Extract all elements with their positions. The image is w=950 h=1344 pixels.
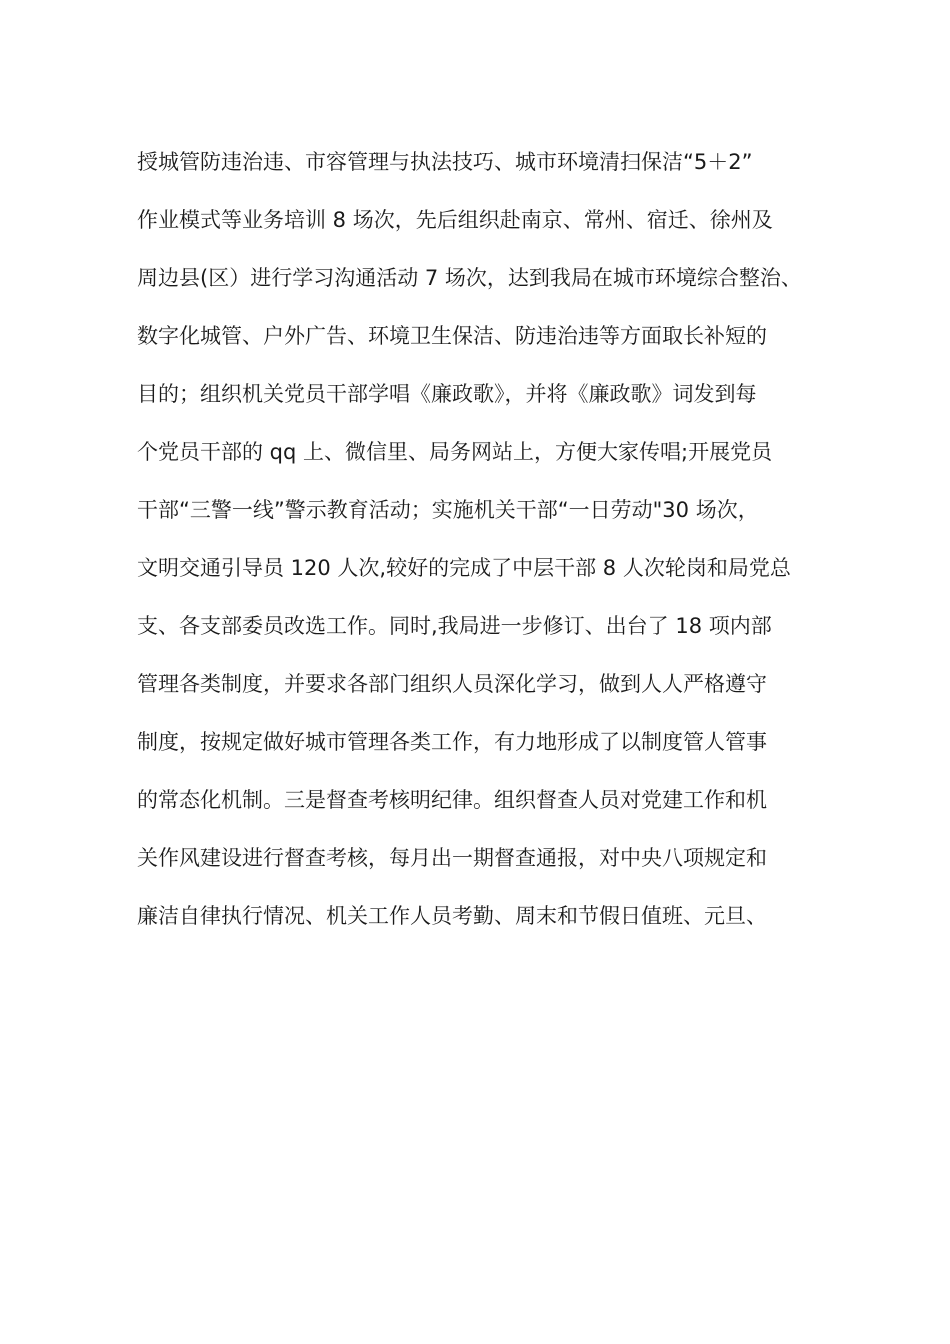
body-text: [137, 140, 837, 952]
text-line: 个党员干部的 qq 上、微信里、局务网站上，方便大家传唱;开展党员: [137, 440, 773, 464]
text-line: 周边县(区）进行学习沟通活动 7 场次，达到我局在城市环境综合整治、: [137, 266, 802, 290]
text-line: 授城管防违治违、市容管理与执法技巧、城市环境清扫保洁“5＋2”: [137, 150, 753, 174]
text-line: 数字化城管、户外广告、环境卫生保洁、防违治违等方面取长补短的: [137, 324, 767, 348]
text-line: 的常态化机制。三是督查考核明纪律。组织督查人员对党建工作和机: [137, 788, 767, 812]
text-line: 干部“三警一线”警示教育活动；实施机关干部“一日劳动"30 场次，: [137, 498, 759, 522]
text-line: 管理各类制度，并要求各部门组织人员深化学习，做到人人严格遵守: [137, 672, 767, 696]
text-line: 作业模式等业务培训 8 场次，先后组织赴南京、常州、宿迁、徐州及: [137, 208, 773, 232]
text-line: 文明交通引导员 120 人次,较好的完成了中层干部 8 人次轮岗和局党总: [137, 556, 791, 580]
text-line: 支、各支部委员改选工作。同时,我局进一步修订、出台了 18 项内部: [137, 614, 772, 638]
text-line: 廉洁自律执行情况、机关工作人员考勤、周末和节假日值班、元旦、: [137, 904, 767, 928]
text-line: 制度，按规定做好城市管理各类工作，有力地形成了以制度管人管事: [137, 730, 767, 754]
text-line: 目的；组织机关党员干部学唱《廉政歌》，并将《廉政歌》词发到每: [137, 382, 757, 406]
text-line: 关作风建设进行督查考核，每月出一期督查通报，对中央八项规定和: [137, 846, 767, 870]
